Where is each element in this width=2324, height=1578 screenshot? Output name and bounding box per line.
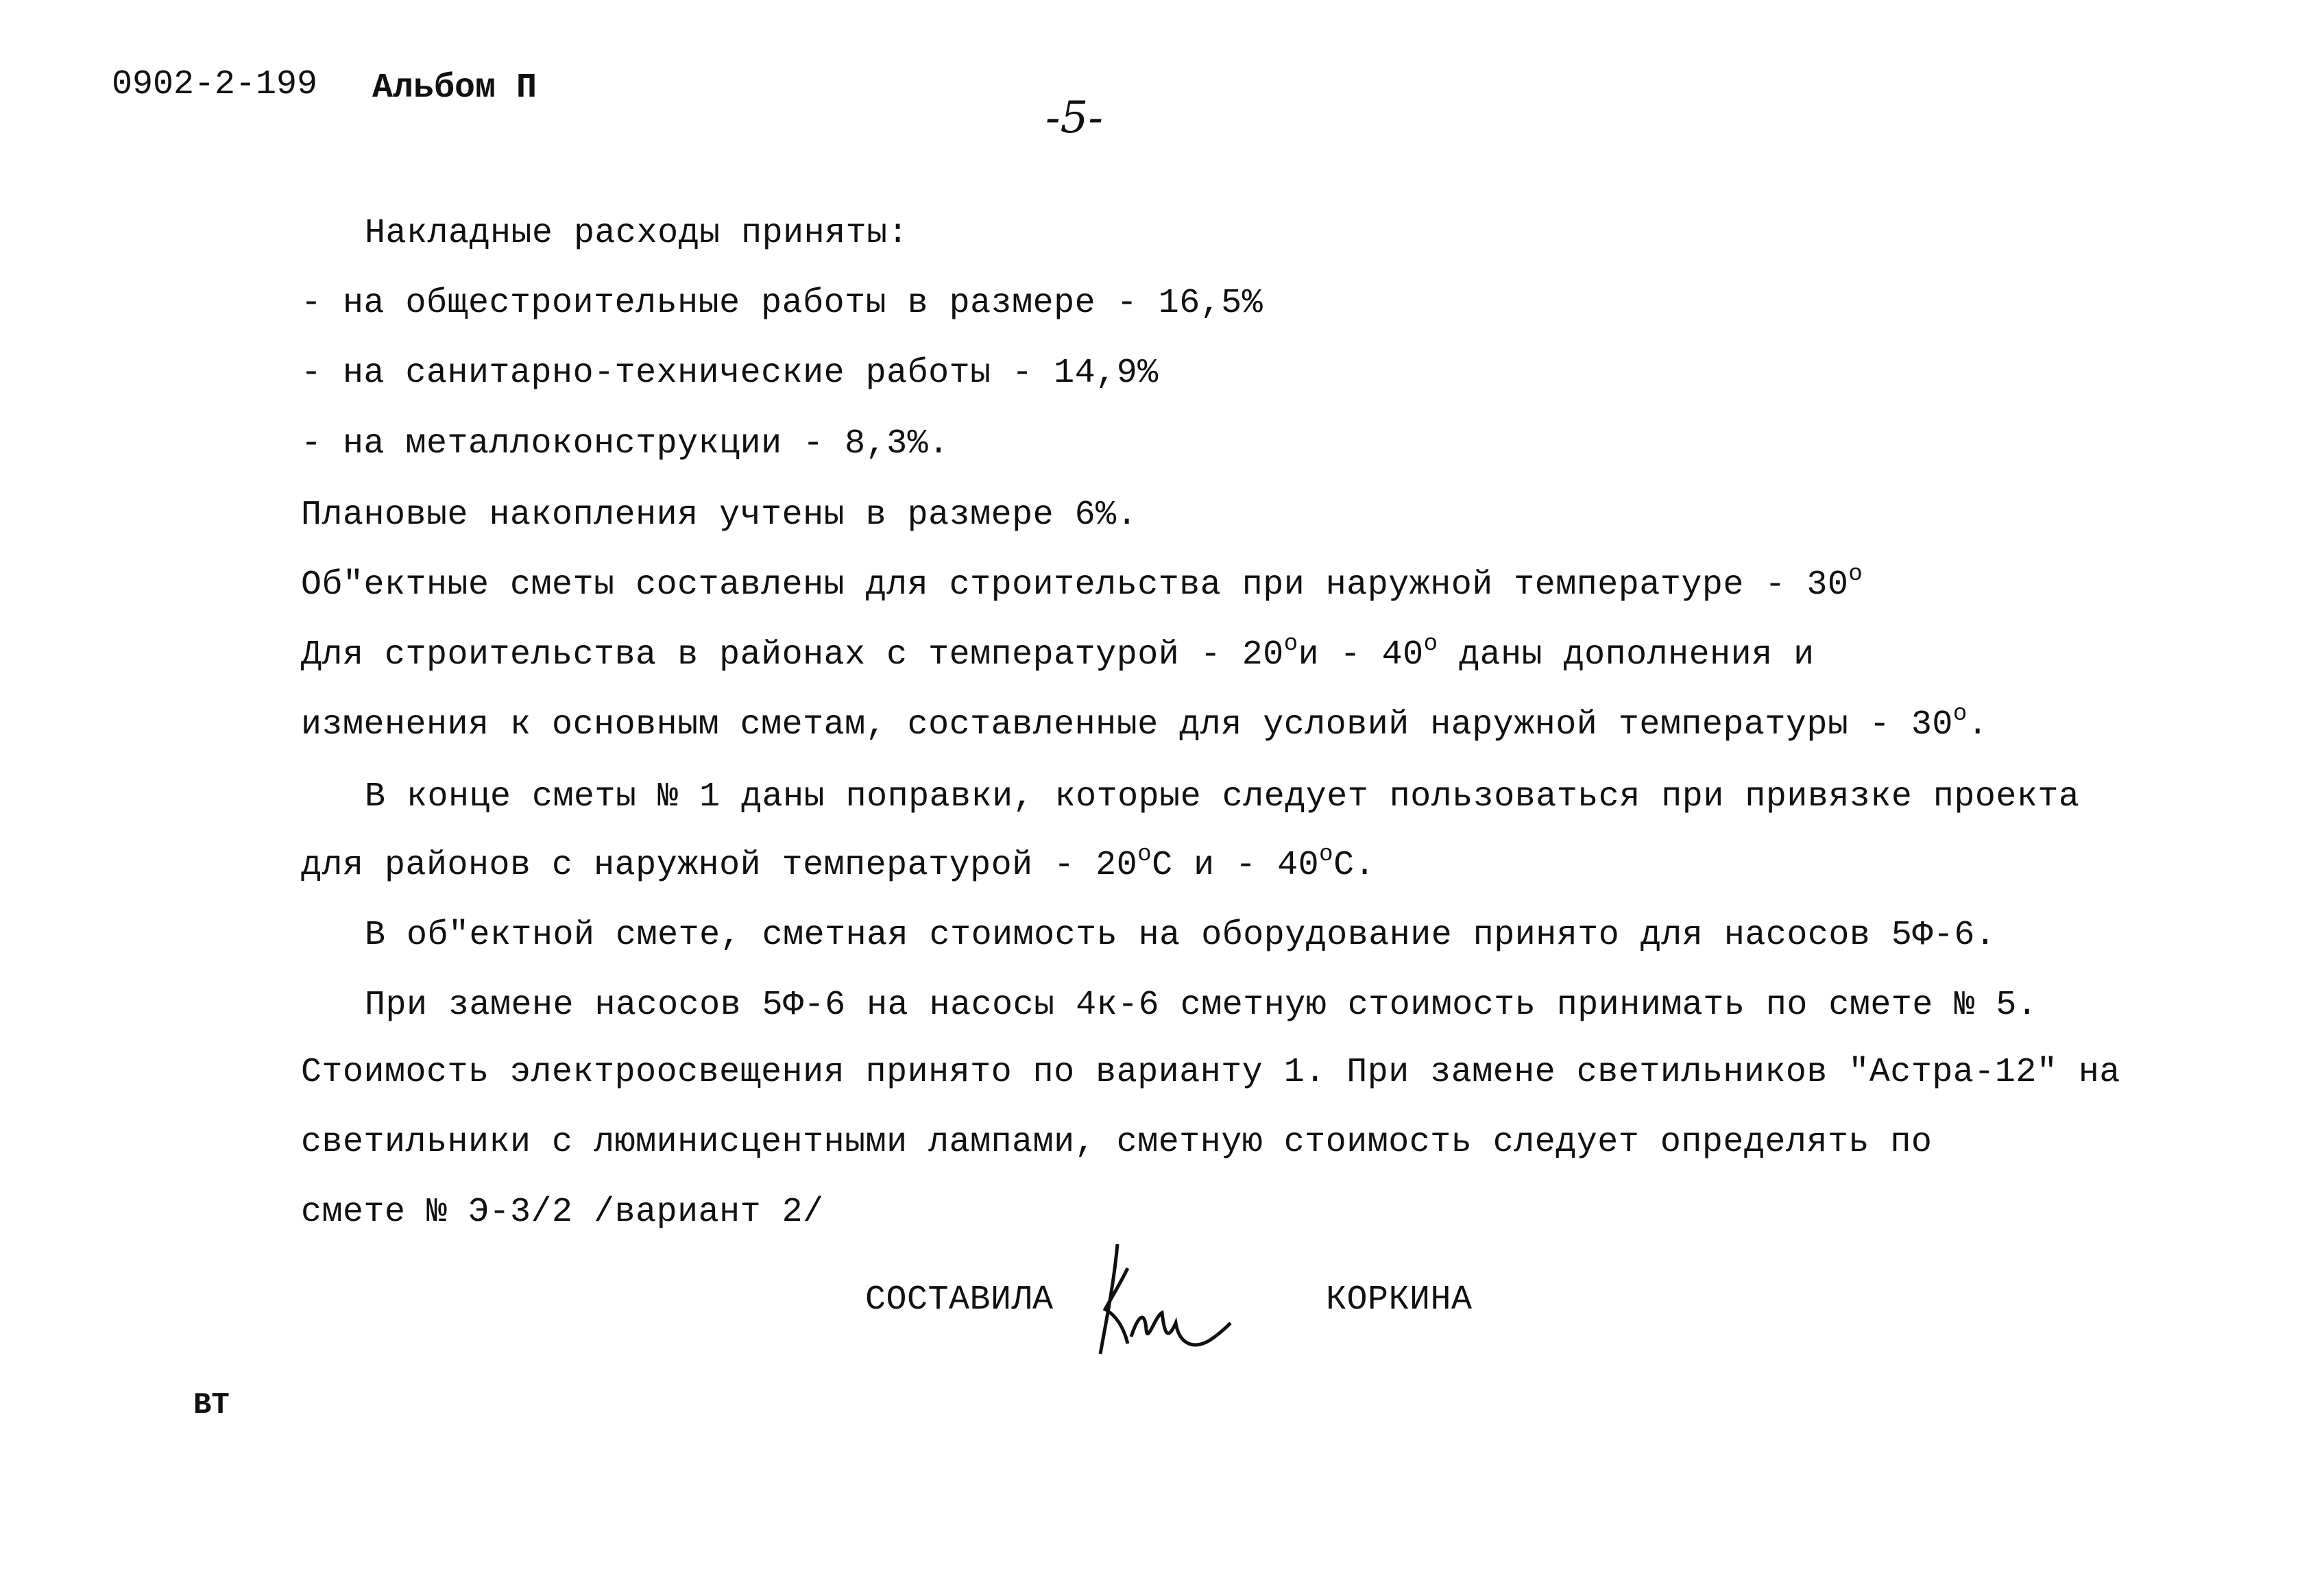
text-segment: Для строительства в районах с температурой - 20 <box>301 635 1284 675</box>
degree-mark: o <box>1848 561 1863 587</box>
text-segment: даны дополнения и <box>1438 635 1815 675</box>
degree-mark: o <box>1423 631 1438 657</box>
text-line: В об"ектной смете, сметная стоимость на оборудование принято для насосов 5Ф-6. <box>365 916 1996 955</box>
document-code: 0902-2-199 <box>112 65 318 104</box>
text-segment: для районов с наружной температурой - 20 <box>301 846 1138 885</box>
signature-label: СОСТАВИЛА <box>865 1280 1054 1320</box>
handwritten-signature <box>1090 1241 1309 1357</box>
text-line: светильники с люминисцентными лампами, сметную стоимость следует определять по <box>301 1123 1933 1162</box>
text-segment: изменения к основным сметам, составленные для условий наружной температуры - 30 <box>301 705 1953 744</box>
text-line <box>301 842 1376 886</box>
album-label: Альбом П <box>372 69 537 108</box>
text-line: Накладные расходы приняты: <box>365 214 909 253</box>
degree-mark: o <box>1283 631 1298 657</box>
text-segment: С и - 40 <box>1152 846 1320 885</box>
page-number: -5- <box>1045 93 1103 143</box>
text-line <box>301 701 1989 746</box>
text-line: Стоимость электроосвещения принято по варианту 1. При замене светильников "Астра-12" на <box>301 1053 2120 1092</box>
degree-mark: o <box>1952 701 1968 727</box>
text-line: В конце сметы № 1 даны поправки, которые следует пользоваться при привязке проекта <box>365 777 2080 816</box>
text-segment: С. <box>1333 846 1376 885</box>
text-line <box>301 561 1863 606</box>
text-line: смете № Э-3/2 /вариант 2/ <box>301 1193 824 1232</box>
text-line: - на санитарно-технические работы - 14,9% <box>301 354 1159 393</box>
degree-mark: o <box>1319 842 1334 868</box>
text-segment: . <box>1967 705 1989 744</box>
signatory-name: КОРКИНА <box>1326 1280 1473 1320</box>
text-line <box>301 631 1815 676</box>
text-line: При замене насосов 5Ф-6 на насосы 4к-6 сметную стоимость принимать по смете № 5. <box>365 986 2038 1025</box>
footer-mark: ВТ <box>193 1388 230 1422</box>
text-line: - на общестроительные работы в размере - 16,5% <box>301 284 1263 323</box>
text-line: Плановые накопления учтены в размере 6%. <box>301 496 1138 535</box>
text-segment: и - 40 <box>1298 635 1424 675</box>
text-line: - на металлоконструкции - 8,3%. <box>301 424 949 463</box>
text-segment: Об"ектные сметы составлены для строительства при наружной температуре - 30 <box>301 566 1849 605</box>
degree-mark: o <box>1137 842 1152 868</box>
